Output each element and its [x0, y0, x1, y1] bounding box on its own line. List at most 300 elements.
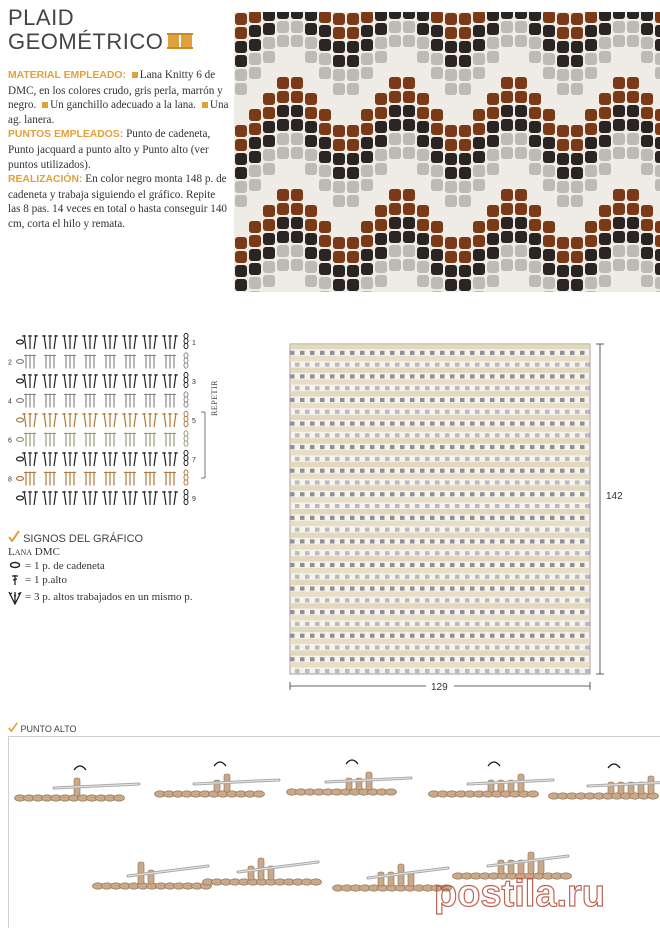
stitch-cluster — [515, 189, 527, 201]
grid-cell — [400, 445, 405, 449]
grid-cell — [390, 657, 395, 661]
stitch-cluster — [375, 289, 387, 292]
double-crochet-stitch — [154, 413, 156, 427]
grid-cell — [545, 551, 550, 555]
grid-row — [290, 650, 590, 655]
grid-cell — [450, 563, 455, 567]
stitch-cluster — [305, 135, 317, 147]
grid-cell — [330, 586, 335, 590]
stitch-cluster — [235, 265, 247, 277]
grid-cell — [290, 657, 295, 661]
double-crochet-stitch — [114, 413, 116, 427]
grid-cell — [360, 351, 365, 355]
grid-cell — [290, 398, 295, 402]
grid-cell — [395, 363, 400, 367]
grid-row — [290, 474, 590, 479]
grid-cell — [425, 528, 430, 532]
grid-cell — [560, 539, 565, 543]
grid-cell — [390, 492, 395, 496]
grid-cell — [505, 433, 510, 437]
stitch-cluster — [417, 51, 429, 63]
grid-cell — [475, 575, 480, 579]
grid-cell — [300, 634, 305, 638]
stitch-cluster — [319, 193, 331, 205]
stitch-cluster — [571, 111, 583, 123]
grid-cell — [460, 657, 465, 661]
grid-cell — [555, 669, 560, 673]
grid-cell — [540, 634, 545, 638]
stitch-cluster — [613, 273, 625, 285]
stitch-cluster — [235, 181, 247, 193]
stitch-cluster — [557, 223, 569, 235]
double-crochet-stitch — [54, 335, 56, 349]
stitch-cluster — [347, 209, 359, 221]
stitch-cluster — [515, 217, 527, 229]
double-crochet-stitch — [84, 335, 86, 349]
stitch-cluster — [501, 12, 513, 19]
stitch-cluster — [585, 137, 597, 149]
grid-cell — [475, 480, 480, 484]
grid-cell — [385, 622, 390, 626]
stitch-cluster — [431, 25, 443, 37]
grid-cell — [310, 469, 315, 473]
stitch-cluster — [529, 177, 541, 189]
stitch-cluster — [529, 149, 541, 161]
stitch-cluster — [487, 163, 499, 175]
stitch-cluster — [613, 217, 625, 229]
grid-cell — [370, 492, 375, 496]
grid-cell — [585, 457, 590, 461]
grid-cell — [395, 622, 400, 626]
grid-cell — [465, 528, 470, 532]
grid-cell — [350, 634, 355, 638]
stitch-cluster — [361, 123, 373, 135]
stitch-cluster — [459, 251, 471, 263]
stitch-cluster — [473, 249, 485, 261]
stitch-cluster — [375, 121, 387, 133]
stitch-cluster — [277, 147, 289, 159]
grid-cell — [545, 410, 550, 414]
grid-cell — [365, 598, 370, 602]
grid-cell — [290, 421, 295, 425]
grid-cell — [520, 421, 525, 425]
grid-cell — [570, 445, 575, 449]
grid-cell — [420, 586, 425, 590]
grid-cell — [335, 504, 340, 508]
stitch-cluster — [613, 133, 625, 145]
grid-cell — [450, 445, 455, 449]
stitch-cluster — [333, 69, 345, 81]
grid-cell — [350, 563, 355, 567]
double-crochet-stitch — [94, 374, 96, 388]
grid-cell — [305, 457, 310, 461]
grid-cell — [340, 586, 345, 590]
stitch-cluster — [417, 149, 429, 161]
stitch-cluster — [627, 49, 639, 61]
stitch-cluster — [655, 123, 660, 135]
stitch-cluster — [249, 25, 261, 37]
grid-cell — [430, 421, 435, 425]
stitch-cluster — [655, 95, 660, 107]
grid-cell — [555, 504, 560, 508]
grid-cell — [300, 516, 305, 520]
grid-cell — [550, 421, 555, 425]
grid-cell — [400, 398, 405, 402]
chain-stitch — [184, 455, 188, 460]
grid-cell — [520, 351, 525, 355]
grid-cell — [440, 539, 445, 543]
stitch-cluster — [375, 12, 387, 21]
stitch-cluster — [319, 12, 331, 23]
stitch-cluster — [641, 79, 653, 91]
stitch-cluster — [585, 151, 597, 163]
stitch-cluster — [529, 233, 541, 245]
grid-cell — [390, 398, 395, 402]
grid-cell — [470, 374, 475, 378]
stitch-cluster — [277, 77, 289, 89]
stitch-cluster — [263, 163, 275, 175]
grid-cell — [560, 657, 565, 661]
grid-cell — [455, 528, 460, 532]
stitch-cluster — [585, 109, 597, 121]
grid-cell — [320, 539, 325, 543]
grid-cell — [550, 539, 555, 543]
grid-cell — [365, 622, 370, 626]
realization-text: En color negro monta 148 p. de cadeneta y trabaja siguiendo el gráfico. Repite las 8 pas. 14 veces en total o hasta conseguir 140 cm, corta el hilo y remata. — [8, 173, 228, 230]
grid-cell — [510, 398, 515, 402]
stitch-cluster — [627, 133, 639, 145]
stitch-cluster — [403, 35, 415, 47]
stitch-cluster — [585, 39, 597, 51]
grid-cell — [485, 575, 490, 579]
stitch-cluster — [599, 289, 611, 292]
grid-cell — [405, 410, 410, 414]
grid-cell — [570, 374, 575, 378]
grid-cell — [315, 457, 320, 461]
grid-cell — [435, 598, 440, 602]
grid-cell — [360, 539, 365, 543]
grid-cell — [525, 551, 530, 555]
grid-cell — [490, 492, 495, 496]
grid-cell — [300, 586, 305, 590]
grid-cell — [545, 669, 550, 673]
stitch-cluster — [347, 251, 359, 263]
stitch-cluster — [599, 93, 611, 105]
grid-cell — [340, 563, 345, 567]
stitch-cluster — [403, 217, 415, 229]
stitch-cluster — [417, 37, 429, 49]
stitch-cluster — [263, 107, 275, 119]
grid-cell — [550, 469, 555, 473]
grid-cell — [330, 374, 335, 378]
stitch-cluster — [571, 69, 583, 81]
stitch-cluster — [431, 137, 443, 149]
grid-cell — [365, 480, 370, 484]
stitch-cluster — [389, 273, 401, 285]
grid-cell — [535, 528, 540, 532]
grid-cell — [560, 563, 565, 567]
grid-row — [290, 592, 590, 597]
stitch-cluster — [403, 12, 415, 19]
grid-cell — [390, 469, 395, 473]
double-crochet-stitch — [64, 413, 66, 427]
stitch-cluster — [291, 259, 303, 271]
stitch-cluster — [613, 175, 625, 187]
grid-cell — [515, 457, 520, 461]
grid-cell — [370, 610, 375, 614]
grid-cell — [365, 551, 370, 555]
stitch-cluster — [445, 111, 457, 123]
grid-cell — [555, 598, 560, 602]
stitch-cluster — [543, 67, 555, 79]
grid-cell — [330, 398, 335, 402]
stitch-cluster — [291, 12, 303, 19]
stitch-cluster — [487, 149, 499, 161]
grid-cell — [505, 410, 510, 414]
grid-cell — [300, 351, 305, 355]
grid-cell — [395, 480, 400, 484]
stitch-cluster — [249, 263, 261, 275]
grid-cell — [385, 504, 390, 508]
stitch-cluster — [501, 175, 513, 187]
stitch-cluster — [305, 163, 317, 175]
stitch-cluster — [375, 107, 387, 119]
chain-stitch — [184, 441, 188, 446]
grid-cell — [355, 363, 360, 367]
grid-cell — [335, 598, 340, 602]
grid-cell — [465, 669, 470, 673]
grid-cell — [495, 386, 500, 390]
grid-row — [290, 580, 590, 585]
grid-cell — [400, 634, 405, 638]
grid-cell — [420, 610, 425, 614]
grid-cell — [435, 575, 440, 579]
grid-cell — [310, 610, 315, 614]
stitch-cluster — [263, 177, 275, 189]
stitch-cluster — [473, 95, 485, 107]
grid-cell — [410, 351, 415, 355]
grid-cell — [295, 669, 300, 673]
legend-yarn: Lana DMC — [8, 546, 60, 558]
grid-cell — [355, 551, 360, 555]
stitch-cluster — [515, 12, 527, 19]
stitch-cluster — [291, 49, 303, 61]
stitch-cluster — [501, 161, 513, 173]
grid-row — [290, 438, 590, 443]
grid-cell — [580, 469, 585, 473]
double-crochet-stitch — [154, 374, 156, 388]
stitch-cluster — [431, 179, 443, 191]
stitch-cluster — [529, 65, 541, 77]
stitch-cluster — [235, 55, 247, 67]
stitch-cluster — [277, 245, 289, 257]
grid-cell — [500, 634, 505, 638]
grid-cell — [315, 669, 320, 673]
stitch-cluster — [263, 247, 275, 259]
grid-cell — [430, 586, 435, 590]
grid-cell — [565, 504, 570, 508]
stitch-cluster — [445, 83, 457, 95]
grid-cell — [520, 492, 525, 496]
grid-cell — [300, 539, 305, 543]
stitch-cluster — [235, 223, 247, 235]
grid-cell — [370, 421, 375, 425]
chain-stitch — [184, 480, 188, 485]
stitch-cluster — [263, 289, 275, 292]
double-crochet-stitch — [104, 374, 106, 388]
stitch-cluster — [403, 147, 415, 159]
grid-cell — [355, 410, 360, 414]
grid-cell — [400, 586, 405, 590]
stitch-cluster — [389, 203, 401, 215]
stitch-cluster — [529, 261, 541, 273]
stitch-cluster — [249, 81, 261, 93]
grid-cell — [540, 586, 545, 590]
grid-cell — [580, 516, 585, 520]
stitch-cluster — [515, 231, 527, 243]
grid-cell — [305, 575, 310, 579]
grid-cell — [435, 410, 440, 414]
grid-cell — [415, 504, 420, 508]
grid-cell — [330, 492, 335, 496]
stitch-cluster — [557, 97, 569, 109]
grid-cell — [435, 363, 440, 367]
grid-cell — [510, 469, 515, 473]
grid-cell — [450, 374, 455, 378]
grid-cell — [290, 516, 295, 520]
grid-cell — [555, 645, 560, 649]
grid-cell — [295, 528, 300, 532]
grid-cell — [335, 480, 340, 484]
grid-cell — [380, 374, 385, 378]
stitch-cluster — [585, 277, 597, 289]
grid-cell — [555, 575, 560, 579]
chart-legend — [8, 530, 238, 609]
stitch-cluster — [627, 217, 639, 229]
grid-cell — [320, 657, 325, 661]
stitch-cluster — [319, 179, 331, 191]
grid-cell — [460, 516, 465, 520]
grid-cell — [380, 563, 385, 567]
material-text-2: Un ganchillo adecuado a la lana. — [50, 99, 197, 112]
stitch-cluster — [627, 287, 639, 292]
stitch-cluster — [515, 105, 527, 117]
grid-cell — [405, 551, 410, 555]
grid-cell — [500, 421, 505, 425]
stitch-cluster — [431, 207, 443, 219]
grid-cell — [425, 480, 430, 484]
grid-cell — [555, 480, 560, 484]
stitch-cluster — [417, 233, 429, 245]
stitch-cluster — [459, 209, 471, 221]
grid-cell — [490, 610, 495, 614]
grid-cell — [545, 504, 550, 508]
grid-row — [290, 497, 590, 502]
grid-cell — [535, 598, 540, 602]
chain-stitch — [184, 460, 188, 465]
grid-cell — [330, 421, 335, 425]
grid-cell — [315, 645, 320, 649]
grid-cell — [515, 363, 520, 367]
stitch-cluster — [417, 289, 429, 292]
stitch-cluster — [361, 263, 373, 275]
grid-cell — [295, 433, 300, 437]
stitch-cluster — [655, 151, 660, 163]
stitch-cluster — [361, 165, 373, 177]
stitch-cluster — [459, 13, 471, 25]
grid-cell — [295, 386, 300, 390]
stitch-cluster — [641, 191, 653, 203]
stitch-cluster — [375, 261, 387, 273]
grid-cell — [340, 634, 345, 638]
grid-cell — [430, 374, 435, 378]
double-crochet-stitch — [104, 335, 106, 349]
grid-cell — [535, 622, 540, 626]
grid-cell — [355, 433, 360, 437]
double-crochet-stitch — [124, 452, 126, 466]
stitch-cluster — [501, 273, 513, 285]
stitch-cluster — [613, 147, 625, 159]
grid-cell — [400, 492, 405, 496]
double-crochet-stitch — [34, 374, 36, 388]
bullet-icon — [132, 72, 138, 78]
grid-cell — [405, 504, 410, 508]
grid-cell — [380, 516, 385, 520]
grid-cell — [520, 586, 525, 590]
chain-stitch — [184, 377, 188, 382]
chain-stitch — [184, 450, 188, 455]
grid-cell — [575, 433, 580, 437]
grid-cell — [535, 433, 540, 437]
stitch-cluster — [319, 123, 331, 135]
stitch-cluster — [459, 139, 471, 151]
chain-stitch — [184, 382, 188, 387]
stitch-cluster — [249, 109, 261, 121]
grid-cell — [435, 504, 440, 508]
grid-cell — [400, 539, 405, 543]
grid-cell — [415, 457, 420, 461]
stitch-cluster — [501, 119, 513, 131]
grid-cell — [310, 586, 315, 590]
stitch-cluster — [599, 107, 611, 119]
grid-cell — [555, 410, 560, 414]
double-crochet-stitch — [124, 491, 126, 505]
grid-cell — [300, 563, 305, 567]
stitch-cluster — [347, 139, 359, 151]
grid-cell — [315, 575, 320, 579]
grid-cell — [450, 610, 455, 614]
stitch-cluster — [543, 249, 555, 261]
grid-cell — [290, 492, 295, 496]
stitch-cluster — [403, 273, 415, 285]
stitch-cluster — [515, 259, 527, 271]
double-crochet-stitch — [44, 374, 46, 388]
stitch-cluster — [655, 53, 660, 65]
grid-cell — [480, 539, 485, 543]
stitch-cluster — [529, 12, 541, 21]
stitch-cluster — [585, 95, 597, 107]
grid-cell — [385, 598, 390, 602]
stitch-cluster — [515, 287, 527, 292]
stitch-cluster — [599, 261, 611, 273]
stitch-cluster — [599, 51, 611, 63]
grid-cell — [330, 634, 335, 638]
stitch-cluster — [557, 55, 569, 67]
stitch-cluster — [655, 109, 660, 121]
stitch-cluster — [655, 263, 660, 275]
stitch-cluster — [641, 37, 653, 49]
stitch-cluster — [389, 287, 401, 292]
